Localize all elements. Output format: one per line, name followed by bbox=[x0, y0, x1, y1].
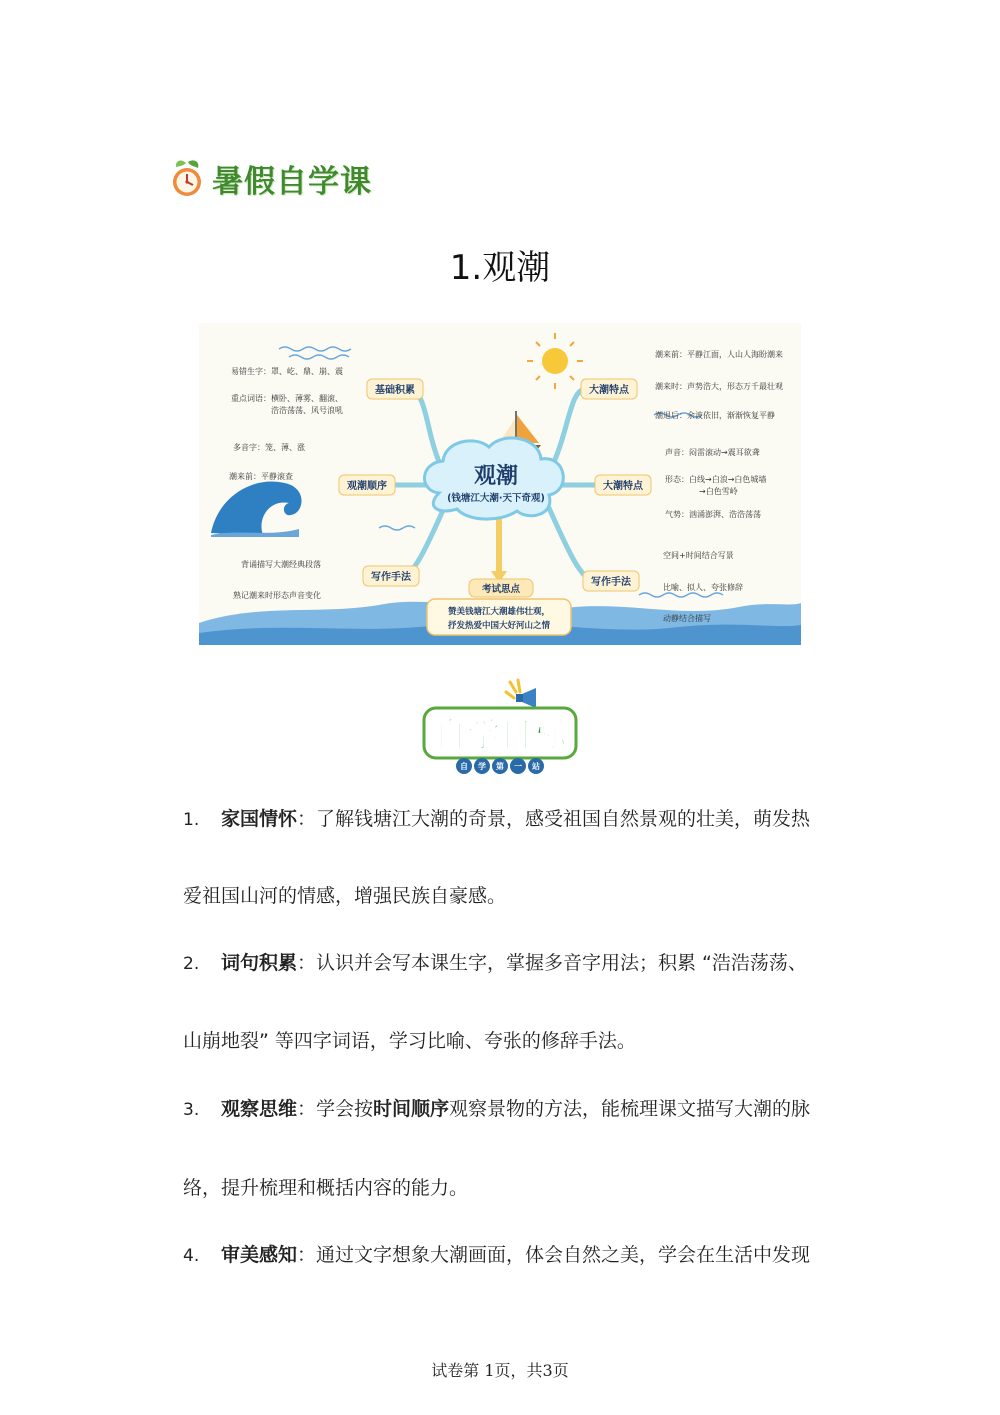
mindmap-left-item: 易错生字：罩、屹、鼎、崩、震 bbox=[231, 367, 343, 376]
page-footer: 试卷第 1页，共3页 bbox=[431, 1361, 569, 1380]
mindmap-exam-line-1: 赞美钱塘江大潮雄伟壮观， bbox=[447, 607, 551, 617]
mindmap-center-subtitle: (钱塘江大潮·天下奇观) bbox=[447, 493, 545, 504]
mindmap-right-item: 潮来时：声势浩大，形态万千最壮观 bbox=[655, 382, 783, 391]
objective-text: ：认识并会写本课生字，掌握多音字用法；积累 “浩浩荡荡、 bbox=[297, 952, 807, 974]
objective-text: 观察景物的方法，能梳理课文描写大潮的脉 bbox=[449, 1098, 811, 1120]
mindmap-left-item: 重点词语：横卧、薄雾、翻滚、 bbox=[231, 394, 343, 403]
objective-keyword: 家国情怀 bbox=[221, 808, 298, 830]
mindmap-right-item: 声音：闷雷滚动→震耳欲聋 bbox=[665, 448, 760, 457]
mindmap-left-item: 熟记潮来时形态声音变化 bbox=[233, 591, 321, 600]
mindmap-right-label-3: 写作手法 bbox=[591, 577, 631, 588]
mindmap-right-item: 气势：汹涌澎湃、浩浩荡荡 bbox=[665, 510, 761, 519]
mindmap-left-label-1: 基础积累 bbox=[375, 385, 415, 396]
objective-2 bbox=[183, 954, 807, 973]
objective-3 bbox=[183, 1100, 810, 1119]
mindmap-exam-line-2: 抒发热爱中国大好河山之情 bbox=[447, 621, 551, 631]
mindmap-illustration bbox=[199, 323, 801, 645]
badge-sub-char: 一 bbox=[514, 762, 522, 771]
mindmap-right-label-2: 大潮特点 bbox=[603, 481, 643, 492]
objective-1-continued: 爱祖国山河的情感，增强民族自豪感。 bbox=[183, 885, 507, 907]
objective-keyword: 词句积累 bbox=[221, 952, 298, 974]
objective-keyword: 观察思维 bbox=[221, 1098, 298, 1120]
mindmap-right-item: 潮退后：余波依旧，渐渐恢复平静 bbox=[655, 411, 775, 420]
brand-header bbox=[168, 156, 372, 200]
mindmap-center-title: 观潮 bbox=[473, 464, 519, 489]
megaphone-icon bbox=[506, 680, 536, 708]
objective-3-continued: 络，提升梳理和概括内容的能力。 bbox=[183, 1177, 469, 1199]
mindmap-left-item: 浩浩荡荡、风号浪吼 bbox=[271, 406, 343, 415]
brand-title: 暑假自学课 bbox=[212, 163, 372, 200]
objective-number: 3. bbox=[183, 1100, 200, 1120]
mindmap-left-item: 多音字：笼、薄、涨 bbox=[233, 443, 305, 452]
objective-number: 4. bbox=[183, 1246, 200, 1266]
mindmap-right-item: →白色雪岭 bbox=[699, 487, 738, 496]
objective-4 bbox=[183, 1246, 810, 1265]
badge-title: 自学目标 bbox=[434, 715, 566, 754]
badge-sub-char: 第 bbox=[496, 762, 504, 771]
badge-sub-char: 站 bbox=[532, 762, 540, 771]
objective-text: ：了解钱塘江大潮的奇景，感受祖国自然景观的壮美，萌发热 bbox=[297, 808, 811, 830]
mindmap-left-label-2: 观潮顺序 bbox=[347, 481, 387, 492]
badge-sub-char: 自 bbox=[460, 762, 468, 771]
objective-text: ：通过文字想象大潮画面，体会自然之美，学会在生活中发现 bbox=[297, 1244, 811, 1266]
objective-keyword: 审美感知 bbox=[221, 1244, 298, 1266]
objective-2-continued: 山崩地裂” 等四字词语，学习比喻、夸张的修辞手法。 bbox=[183, 1030, 636, 1052]
self-study-goals-badge bbox=[418, 678, 582, 778]
mindmap-right-label-1: 大潮特点 bbox=[589, 385, 629, 396]
objective-number: 2. bbox=[183, 954, 200, 974]
mindmap-right-item: 比喻、拟人、夸张修辞 bbox=[663, 583, 743, 592]
mindmap-right-item: 潮来前：平静江面，人山人海盼潮来 bbox=[655, 350, 783, 359]
objective-1 bbox=[183, 810, 810, 829]
page-title: 1.观潮 bbox=[449, 248, 551, 288]
clock-leaf-icon bbox=[168, 158, 206, 198]
mindmap-right-item: 空间+时间结合写景 bbox=[663, 551, 734, 560]
objective-number: 1. bbox=[183, 810, 200, 830]
badge-sub-char: 学 bbox=[478, 762, 486, 771]
mindmap-left-label-3: 写作手法 bbox=[371, 572, 411, 583]
objective-text: ：学会按 bbox=[297, 1098, 374, 1120]
mindmap-left-item: 潮来前：平静滚查 bbox=[229, 472, 293, 481]
objective-keyword-inline: 时间顺序 bbox=[373, 1098, 450, 1120]
mindmap-left-item: 背诵描写大潮经典段落 bbox=[241, 560, 321, 569]
mindmap-right-item: 形态：白线→白浪→白色城墙 bbox=[665, 475, 767, 484]
mindmap-exam-title: 考试思点 bbox=[481, 584, 521, 595]
mindmap-right-item: 动静结合描写 bbox=[663, 614, 711, 623]
